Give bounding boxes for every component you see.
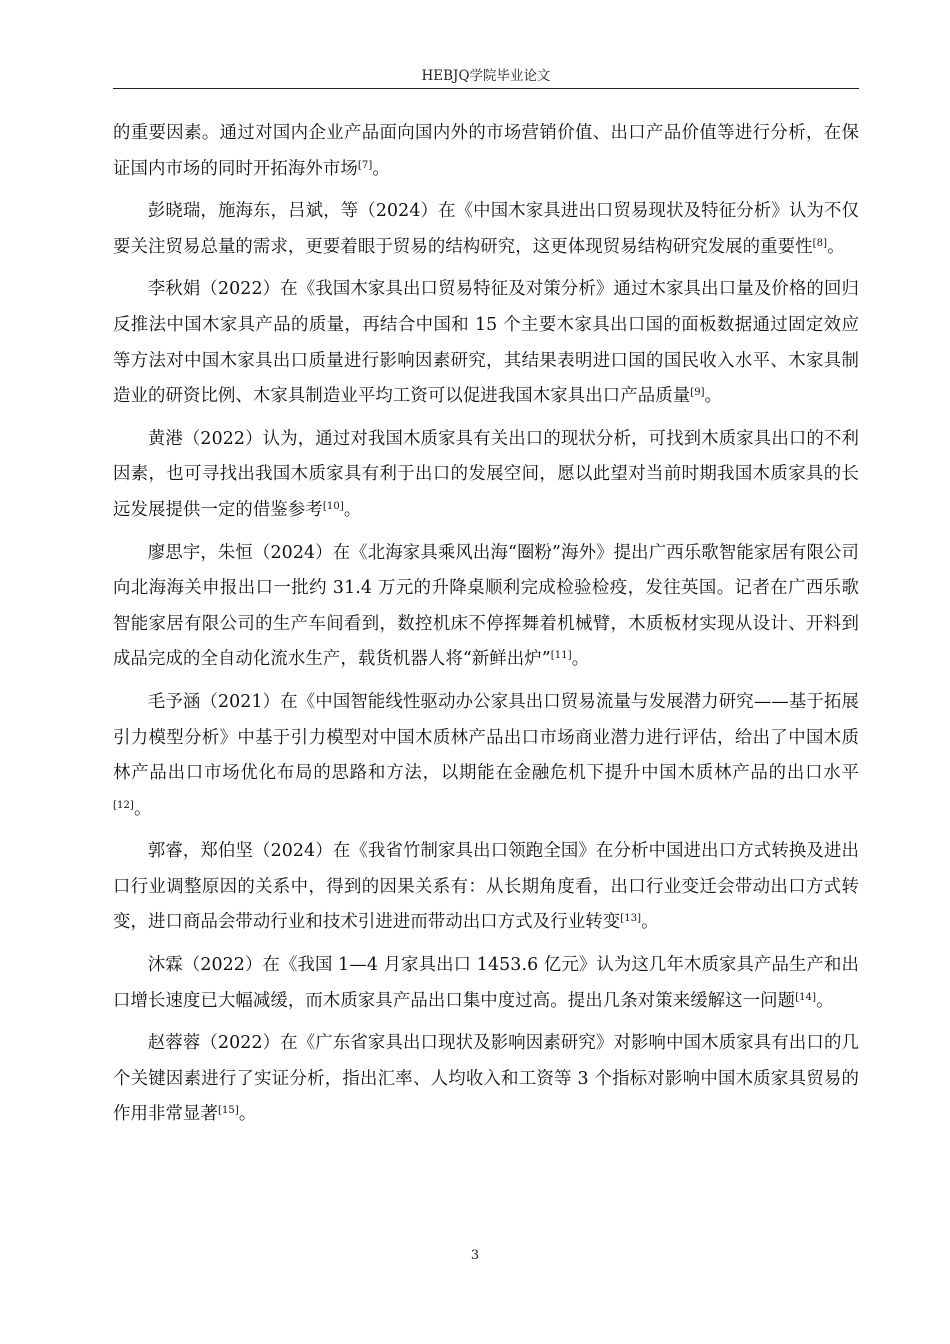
citation-ref: [15] [217,1105,239,1117]
citation-ref: [12] [113,799,134,811]
paragraph-text: 沐霖（2022）在《我国 1—4 月家具出口 1453.6 亿元》认为这几年木质家具产品生产和出口增长速度已大幅减缓，而木质家具产品出口集中度过高。提出几条对策来缓解这一问题 [113,955,859,1011]
citation-ref: [10] [322,500,344,512]
paragraph-text: 的重要因素。通过对国内企业产品面向国内外的市场营销价值、出口产品价值等进行分析，在保证国内市场的同时开拓海外市场 [113,123,859,179]
paragraph-end: 。 [704,386,723,407]
paragraph-end: 。 [343,499,362,520]
paragraph-end: 。 [827,236,845,257]
paragraph [113,536,859,678]
paragraph-end: 。 [571,649,590,670]
paragraph [113,272,859,414]
paragraph-end: 。 [641,912,659,933]
paragraph [113,422,859,529]
paragraph-text: 廖思宇，朱恒（2024）在《北海家具乘风出海“圈粉”海外》提出广西乐歌智能家居有限公司向北海海关申报出口一批约 31.4 万元的升降桌顺利完成检验检疫，发往英国。记者在广西乐歌智能家居有限公司的生产车间看到，数控机床不停挥舞着机械臂，木质板材实现从设计、开料到成品完成的全自动化流水生产，载货机器人将“新鲜出炉” [113,542,859,670]
paragraph-text: 李秋娟（2022）在《我国木家具出口贸易特征及对策分析》通过木家具出口量及价格的回归反推法中国木家具产品的质量，再结合中国和 15 个主要木家具出口国的面板数据通过固定效应等方法对中国木家具出口质量进行影响因素研究，其结果表明进口国的国民收入水平、木家具制造业的研资比例、木家具制造业平均工资可以促进我国木家具出口产品质量 [113,279,859,407]
paragraph-text: 赵蓉蓉（2022）在《广东省家具出口现状及影响因素研究》对影响中国木质家具有出口的几个关键因素进行了实证分析，指出汇率、人均收入和工资等 3 个指标对影响中国木质家具贸易的作用非常显著 [113,1033,859,1125]
body-text [113,116,859,1140]
citation-ref: [8] [812,237,828,249]
citation-ref: [11] [550,650,572,662]
citation-ref: [14] [795,991,817,1003]
paragraph-end: 。 [238,1104,257,1125]
paragraph-text: 黄港（2022）认为，通过对我国木质家具有关出口的现状分析，可找到木质家具出口的不利因素，也可寻找出我国木质家具有利于出口的发展空间，愿以此望对当前时期我国木质家具的长远发展提供一定的借鉴参考 [113,428,859,520]
running-header: HEBJQ学院毕业论文 [113,66,859,89]
paragraph [113,116,859,187]
citation-ref: [9] [690,387,705,399]
paragraph-text: 毛予涵（2021）在《中国智能线性驱动办公家具出口贸易流量与发展潜力研究——基于拓展引力模型分析》中基于引力模型对中国木质林产品出口市场商业潜力进行评估，给出了中国木质林产品出口市场优化布局的思路和方法，以期能在金融危机下提升中国木质林产品的出口水平 [113,691,859,784]
paragraph-end: 。 [816,990,834,1011]
paragraph [113,948,859,1019]
paragraph [113,1026,859,1133]
paragraph [113,834,859,941]
paragraph-text: 郭睿，郑伯坚（2024）在《我省竹制家具出口领跑全国》在分析中国进出口方式转换及进出口行业调整原因的关系中，得到的因果关系有：从长期角度看，出口行业变迁会带动出口方式转变，进口商品会带动行业和技术引进进而带动出口方式及行业转变 [113,841,859,933]
paragraph-end: 。 [133,798,152,819]
paragraph [113,685,859,827]
page-number: 3 [470,1248,480,1263]
citation-ref: [13] [620,913,642,925]
paragraph-text: 彭晓瑞，施海东，吕斌，等（2024）在《中国木家具进出口贸易现状及特征分析》认为不仅要关注贸易总量的需求，更要着眼于贸易的结构研究，这更体现贸易结构研究发展的重要性 [113,201,859,257]
paragraph-end: 。 [372,158,390,179]
citation-ref: [7] [357,159,373,171]
paragraph [113,194,859,265]
